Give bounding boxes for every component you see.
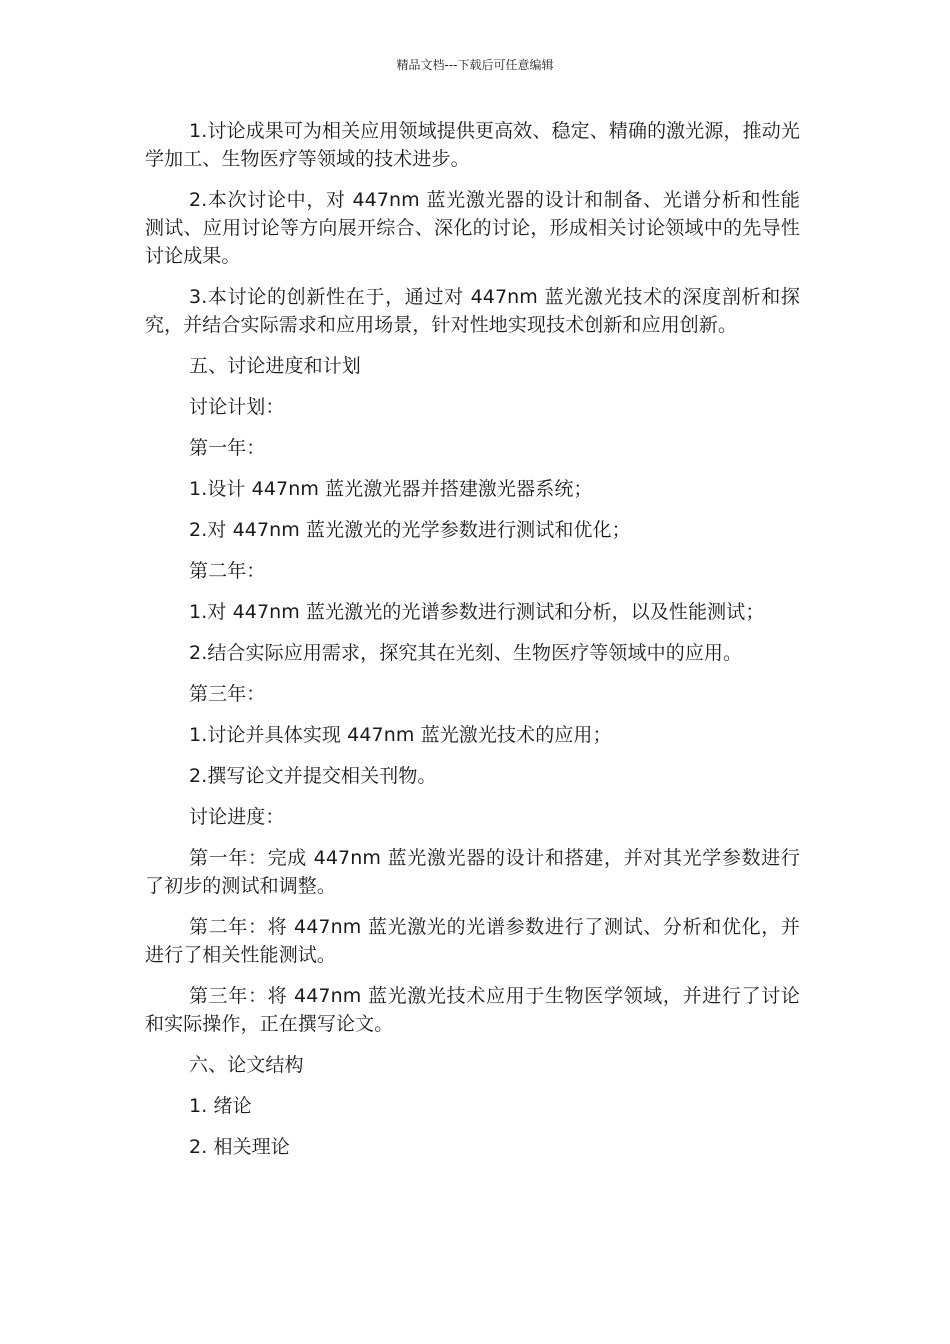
plan-year-1-item-1: 1.设计 447nm 蓝光激光器并搭建激光器系统；	[189, 478, 593, 500]
plan-year-3-label: 第三年：	[189, 683, 266, 705]
section-heading-schedule: 五、讨论进度和计划	[189, 355, 361, 377]
plan-year-2-item-2: 2.结合实际应用需求，探究其在光刻、生物医疗等领域中的应用。	[189, 642, 743, 664]
page-header: 精品文档---下载后可任意编辑	[396, 58, 554, 72]
paragraph-outcome-3: 3.本讨论的创新性在于，通过对 447nm 蓝光激光技术的深度剖析和探究，并结合实际需求和应用场景，针对性地实现技术创新和应用创新。	[145, 286, 800, 336]
structure-item-2: 2. 相关理论	[189, 1136, 290, 1158]
plan-year-1-item-2: 2.对 447nm 蓝光激光的光学参数进行测试和优化；	[189, 519, 631, 541]
subheading-progress: 讨论进度：	[189, 806, 285, 828]
paragraph-outcome-1: 1.讨论成果可为相关应用领域提供更高效、稳定、精确的激光源，推动光学加工、生物医疗等领域的技术进步。	[145, 120, 800, 170]
paragraph-outcome-2: 2.本次讨论中，对 447nm 蓝光激光器的设计和制备、光谱分析和性能测试、应用讨论等方向展开综合、深化的讨论，形成相关讨论领域中的先导性讨论成果。	[145, 189, 800, 267]
progress-year-1: 第一年：完成 447nm 蓝光激光器的设计和搭建，并对其光学参数进行了初步的测试和调整。	[145, 847, 800, 897]
structure-item-1: 1. 绪论	[189, 1095, 252, 1117]
plan-year-2-label: 第二年：	[189, 560, 266, 582]
section-heading-structure: 六、论文结构	[189, 1054, 304, 1076]
plan-year-3-item-2: 2.撰写论文并提交相关刊物。	[189, 765, 437, 787]
subheading-plan: 讨论计划：	[189, 396, 285, 418]
document-body	[145, 117, 800, 1174]
plan-year-1-label: 第一年：	[189, 437, 266, 459]
plan-year-3-item-1: 1.讨论并具体实现 447nm 蓝光激光技术的应用；	[189, 724, 612, 746]
progress-year-3: 第三年：将 447nm 蓝光激光技术应用于生物医学领域，并进行了讨论和实际操作，正在撰写论文。	[145, 985, 800, 1035]
progress-year-2: 第二年：将 447nm 蓝光激光的光谱参数进行了测试、分析和优化，并进行了相关性能测试。	[145, 916, 800, 966]
plan-year-2-item-1: 1.对 447nm 蓝光激光的光谱参数进行测试和分析，以及性能测试；	[189, 601, 765, 623]
